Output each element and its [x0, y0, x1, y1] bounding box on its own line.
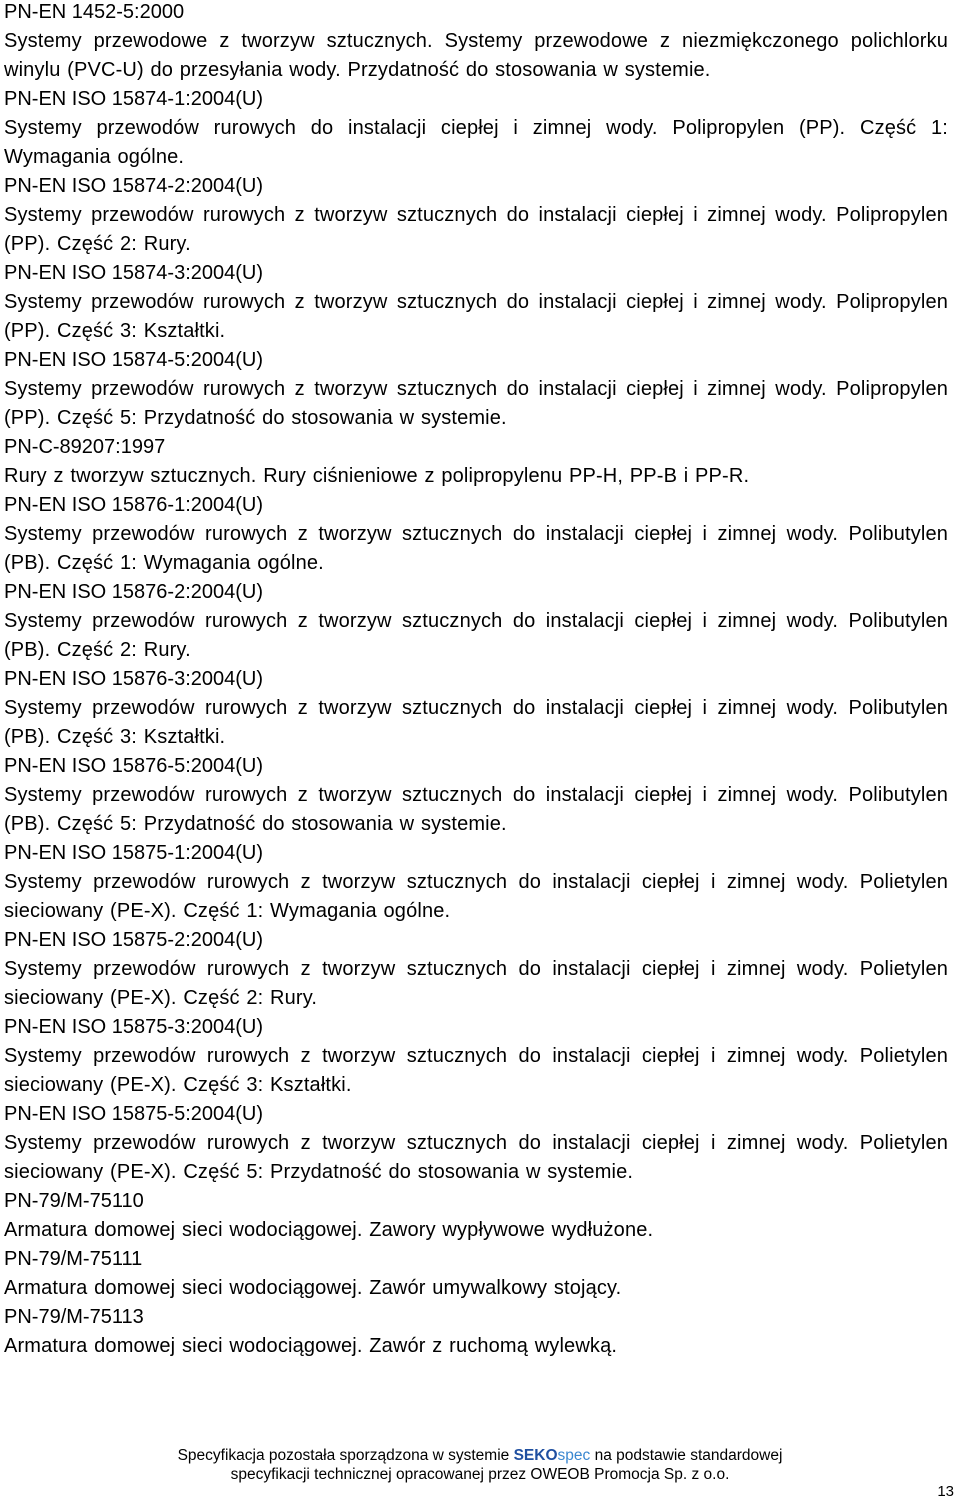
standard-entry	[4, 87, 948, 172]
standard-title: Rury z tworzyw sztucznych. Rury ciśnieniowe z polipropylenu PP-H, PP-B i PP-R.	[4, 465, 750, 487]
standard-title: Armatura domowej sieci wodociągowej. Zawór z ruchomą wylewką.	[4, 1335, 618, 1357]
standard-title: Systemy przewodów rurowych z tworzyw sztucznych do instalacji ciepłej i zimnej wody. Polietylen sieciowany (PE-X). Część 1: Wymagania ogólne.	[4, 871, 948, 922]
standard-code: PN-79/M-75113	[4, 1306, 144, 1328]
standard-code: PN-EN ISO 15874-5:2004(U)	[4, 349, 264, 371]
standard-code: PN-EN ISO 15875-5:2004(U)	[4, 1103, 264, 1125]
sekospec-logo-spec: spec	[557, 1447, 591, 1464]
standard-code: PN-EN ISO 15876-5:2004(U)	[4, 755, 264, 777]
standard-title: Systemy przewodów rurowych z tworzyw sztucznych do instalacji ciepłej i zimnej wody. Polipropylen (PP). Część 5: Przydatność do stosowania w systemie.	[4, 378, 948, 429]
standard-entry	[4, 435, 948, 491]
standard-title: Systemy przewodów rurowych z tworzyw sztucznych do instalacji ciepłej i zimnej wody. Polibutylen (PB). Część 1: Wymagania ogólne.	[4, 523, 948, 574]
standard-entry	[4, 0, 948, 85]
standard-code: PN-79/M-75110	[4, 1190, 144, 1212]
standard-entry	[4, 1015, 948, 1100]
standard-code: PN-EN ISO 15875-2:2004(U)	[4, 929, 264, 951]
standard-title: Systemy przewodów rurowych z tworzyw sztucznych do instalacji ciepłej i zimnej wody. Polietylen sieciowany (PE-X). Część 3: Kształtki.	[4, 1045, 948, 1096]
page-number: 13	[937, 1483, 954, 1500]
standard-code: PN-EN ISO 15874-3:2004(U)	[4, 262, 264, 284]
standard-title: Armatura domowej sieci wodociągowej. Zawór umywalkowy stojący.	[4, 1277, 622, 1299]
standard-entry	[4, 1102, 948, 1187]
standard-code: PN-EN ISO 15876-1:2004(U)	[4, 494, 264, 516]
standard-title: Systemy przewodów rurowych z tworzyw sztucznych do instalacji ciepłej i zimnej wody. Polipropylen (PP). Część 2: Rury.	[4, 204, 948, 255]
standard-title: Systemy przewodów rurowych z tworzyw sztucznych do instalacji ciepłej i zimnej wody. Polietylen sieciowany (PE-X). Część 5: Przydatność do stosowania w systemie.	[4, 1132, 948, 1183]
standard-code: PN-79/M-75111	[4, 1248, 143, 1270]
standard-title: Systemy przewodów rurowych z tworzyw sztucznych do instalacji ciepłej i zimnej wody. Polietylen sieciowany (PE-X). Część 2: Rury.	[4, 958, 948, 1009]
standard-code: PN-EN ISO 15874-2:2004(U)	[4, 175, 264, 197]
footer-text-after: na podstawie standardowej	[590, 1447, 783, 1464]
standard-entry	[4, 1305, 948, 1361]
standard-entry	[4, 493, 948, 578]
standard-title: Systemy przewodów rurowych z tworzyw sztucznych do instalacji ciepłej i zimnej wody. Polibutylen (PB). Część 5: Przydatność do stosowania w systemie.	[4, 784, 948, 835]
standard-code: PN-EN 1452-5:2000	[4, 1, 185, 23]
standard-entry	[4, 261, 948, 346]
page-footer	[0, 1446, 960, 1484]
standard-code: PN-EN ISO 15874-1:2004(U)	[4, 88, 264, 110]
standard-code: PN-EN ISO 15876-3:2004(U)	[4, 668, 264, 690]
standard-code: PN-EN ISO 15875-3:2004(U)	[4, 1016, 264, 1038]
standard-entry	[4, 580, 948, 665]
standard-entry	[4, 754, 948, 839]
standard-entry	[4, 174, 948, 259]
standard-entry	[4, 348, 948, 433]
standard-code: PN-EN ISO 15876-2:2004(U)	[4, 581, 264, 603]
standards-list	[4, 0, 948, 1361]
standard-title: Systemy przewodów rurowych z tworzyw sztucznych do instalacji ciepłej i zimnej wody. Polibutylen (PB). Część 3: Kształtki.	[4, 697, 948, 748]
standard-entry	[4, 928, 948, 1013]
footer-line-1	[0, 1446, 960, 1465]
standard-title: Systemy przewodów rurowych z tworzyw sztucznych do instalacji ciepłej i zimnej wody. Polibutylen (PB). Część 2: Rury.	[4, 610, 948, 661]
standard-code: PN-C-89207:1997	[4, 436, 166, 458]
sekospec-logo-seko: SEKO	[513, 1447, 558, 1464]
standard-title: Systemy przewodów rurowych do instalacji ciepłej i zimnej wody. Polipropylen (PP). Część 1: Wymagania ogólne.	[4, 117, 948, 168]
footer-text-before: Specyfikacja pozostała sporządzona w systemie	[177, 1447, 514, 1464]
standard-code: PN-EN ISO 15875-1:2004(U)	[4, 842, 264, 864]
standard-title: Systemy przewodów rurowych z tworzyw sztucznych do instalacji ciepłej i zimnej wody. Polipropylen (PP). Część 3: Kształtki.	[4, 291, 948, 342]
standard-entry	[4, 1189, 948, 1245]
standard-entry	[4, 841, 948, 926]
standard-entry	[4, 667, 948, 752]
standard-title: Armatura domowej sieci wodociągowej. Zawory wypływowe wydłużone.	[4, 1219, 654, 1241]
standard-title: Systemy przewodowe z tworzyw sztucznych. Systemy przewodowe z niezmiękczonego polichlorku winylu (PVC-U) do przesyłania wody. Przydatność do stosowania w systemie.	[4, 30, 948, 81]
footer-line-2: specyfikacji technicznej opracowanej przez OWEOB Promocja Sp. z o.o.	[230, 1466, 730, 1483]
standard-entry	[4, 1247, 948, 1303]
